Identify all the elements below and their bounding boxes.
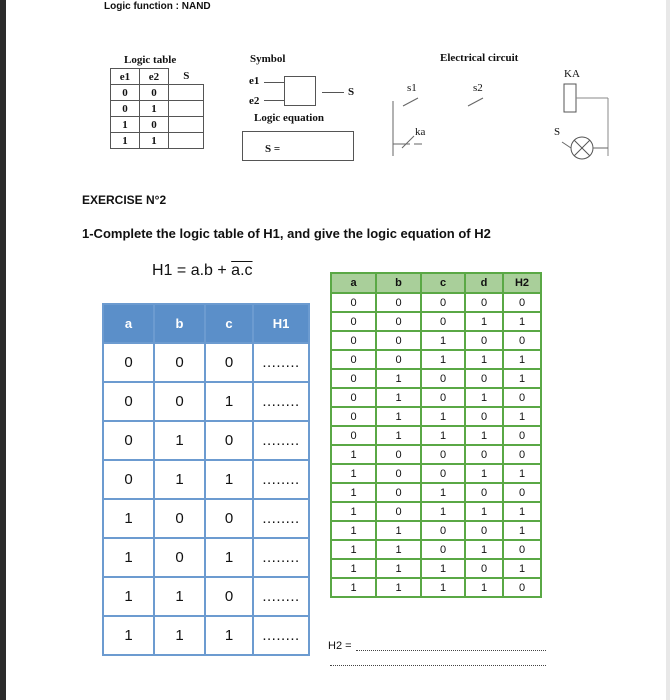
h1-table-header: a: [103, 304, 154, 343]
h2-table-cell: 0: [465, 407, 503, 426]
h2-table-cell: 1: [421, 483, 465, 502]
h2-table-row: [331, 540, 541, 559]
switch-s2-icon: [468, 98, 483, 106]
switch-s2-label: s2: [473, 82, 483, 94]
h1-table-cell: 1: [205, 616, 253, 655]
h2-table-cell: 1: [465, 578, 503, 597]
symbol-title: Symbol: [250, 53, 286, 65]
logic-table-cell: 1: [111, 133, 140, 149]
h1-answer-blank[interactable]: ........: [253, 616, 309, 655]
h1-table-cell: 0: [205, 343, 253, 382]
logic-table-header: e1: [111, 69, 140, 85]
h2-table-cell: 1: [421, 426, 465, 445]
h2-table-row: [331, 350, 541, 369]
h2-table-cell: 1: [376, 521, 421, 540]
h2-table-cell: 0: [331, 426, 376, 445]
h1-table-cell: 0: [205, 421, 253, 460]
h2-table-cell: 0: [331, 388, 376, 407]
h2-equation-label: H2 =: [328, 640, 352, 652]
h1-table-header: c: [205, 304, 253, 343]
h2-table-cell: 1: [465, 350, 503, 369]
h1-table-cell: 1: [205, 382, 253, 421]
h1-table-cell: 1: [154, 577, 205, 616]
h2-table-cell: 0: [331, 293, 376, 312]
h1-table-row: [103, 343, 309, 382]
logic-table-cell: 0: [140, 85, 169, 101]
symbol-input1-wire: [264, 82, 284, 83]
h2-table-header: H2: [503, 273, 541, 293]
h2-table-cell: 0: [421, 521, 465, 540]
relay-contact-label: ka: [415, 126, 426, 138]
h2-table-cell: 0: [465, 331, 503, 350]
h2-table-cell: 1: [503, 369, 541, 388]
logic-table-answer-cell[interactable]: [169, 85, 204, 101]
symbol-input2-wire: [264, 100, 284, 101]
h2-table-cell: 1: [376, 559, 421, 578]
h1-answer-blank[interactable]: ........: [253, 499, 309, 538]
h2-table-cell: 1: [376, 388, 421, 407]
h2-table-row: [331, 388, 541, 407]
h1-answer-blank[interactable]: ........: [253, 460, 309, 499]
h1-equation-complemented-term: a.c: [231, 262, 253, 279]
h2-table-cell: 0: [503, 578, 541, 597]
symbol-output-wire: [322, 92, 344, 93]
logic-equation-title: Logic equation: [254, 112, 324, 124]
logic-table-cell: 0: [111, 85, 140, 101]
h1-table-cell: 1: [205, 460, 253, 499]
h1-table-cell: 1: [103, 577, 154, 616]
h2-table-cell: 0: [376, 293, 421, 312]
h2-table-row: [331, 369, 541, 388]
h2-table-cell: 0: [465, 369, 503, 388]
h2-table-cell: 0: [376, 350, 421, 369]
h2-table-row: [331, 426, 541, 445]
h2-table-cell: 0: [376, 445, 421, 464]
h1-table-cell: 0: [103, 343, 154, 382]
h2-table-cell: 1: [465, 426, 503, 445]
h2-table-row: [331, 445, 541, 464]
logic-table-row: [111, 85, 204, 101]
h2-table-cell: 0: [331, 350, 376, 369]
h2-table-cell: 1: [465, 540, 503, 559]
h1-table-cell: 0: [205, 577, 253, 616]
h2-table-cell: 0: [465, 293, 503, 312]
h1-table-cell: 0: [154, 382, 205, 421]
h1-answer-blank[interactable]: ........: [253, 577, 309, 616]
page-right-edge: [666, 0, 670, 700]
h1-table-row: [103, 421, 309, 460]
logic-table-row: [111, 117, 204, 133]
h2-equation-answer-line[interactable]: [356, 650, 546, 651]
logic-table-answer-cell[interactable]: [169, 101, 204, 117]
h2-table-cell: 0: [376, 464, 421, 483]
h2-table-cell: 0: [421, 312, 465, 331]
h1-table-row: [103, 577, 309, 616]
h2-table-cell: 1: [465, 388, 503, 407]
logic-table-cell: 0: [111, 101, 140, 117]
h2-table-cell: 1: [465, 502, 503, 521]
symbol-input-e1: e1: [249, 75, 260, 87]
h2-table-header: c: [421, 273, 465, 293]
h2-table-cell: 1: [331, 578, 376, 597]
h1-truth-table: [102, 303, 310, 656]
h2-table-row: [331, 293, 541, 312]
h1-table-cell: 0: [205, 499, 253, 538]
h2-table-cell: 0: [465, 521, 503, 540]
page-left-edge: [0, 0, 6, 700]
h2-table-header: d: [465, 273, 503, 293]
h1-table-cell: 0: [154, 343, 205, 382]
h2-table-cell: 1: [465, 464, 503, 483]
h2-table-cell: 1: [421, 502, 465, 521]
h2-table-row: [331, 464, 541, 483]
h2-table-cell: 0: [503, 540, 541, 559]
h1-table-row: [103, 382, 309, 421]
h2-table-cell: 1: [421, 559, 465, 578]
h2-table-cell: 1: [331, 445, 376, 464]
h2-table-cell: 0: [331, 312, 376, 331]
logic-table: [110, 68, 204, 149]
h2-table-cell: 1: [503, 559, 541, 578]
h2-table-cell: 0: [421, 445, 465, 464]
h2-table-cell: 1: [376, 540, 421, 559]
logic-table-cell: 0: [140, 117, 169, 133]
h1-table-cell: 1: [103, 538, 154, 577]
logic-table-header: S: [183, 70, 190, 83]
h2-table-row: [331, 521, 541, 540]
h2-table-header-row: [331, 273, 541, 293]
h2-table-cell: 0: [331, 331, 376, 350]
h2-table-cell: 0: [503, 483, 541, 502]
h1-table-row: [103, 499, 309, 538]
h2-table-cell: 1: [376, 578, 421, 597]
h1-table-cell: 1: [154, 421, 205, 460]
h2-table-cell: 0: [503, 331, 541, 350]
h2-table-cell: 0: [503, 426, 541, 445]
h2-table-cell: 0: [503, 445, 541, 464]
h1-table-cell: 0: [103, 421, 154, 460]
logic-table-header: e2: [140, 69, 169, 85]
logic-table-row: [111, 101, 204, 117]
lamp-label: S: [554, 126, 561, 138]
relay-coil-icon: [564, 84, 576, 112]
h2-table-cell: 0: [331, 407, 376, 426]
logic-table-row: [111, 133, 204, 149]
logic-table-header-row: [111, 69, 204, 85]
h2-table-row: [331, 578, 541, 597]
h2-table-cell: 0: [421, 464, 465, 483]
h1-equation-prefix: H1 = a.b +: [152, 262, 232, 279]
logic-table-answer-cell[interactable]: [169, 117, 204, 133]
h2-table-cell: 1: [421, 407, 465, 426]
h2-table-row: [331, 331, 541, 350]
h1-table-header: H1: [253, 304, 309, 343]
h1-table-cell: 0: [154, 538, 205, 577]
h2-table-row: [331, 407, 541, 426]
h2-table-cell: 0: [503, 388, 541, 407]
h2-table-cell: 1: [503, 502, 541, 521]
h2-equation-answer-line-2[interactable]: [330, 665, 546, 666]
h1-answer-blank[interactable]: ........: [253, 538, 309, 577]
symbol-output-s: S: [348, 86, 355, 98]
h1-table-cell: 1: [103, 499, 154, 538]
h2-table-cell: 1: [331, 540, 376, 559]
h1-table-header-row: [103, 304, 309, 343]
h1-table-cell: 0: [154, 499, 205, 538]
h2-table-cell: 1: [376, 426, 421, 445]
h1-table-cell: 1: [154, 460, 205, 499]
switch-s1-label: s1: [407, 82, 417, 94]
h2-table-cell: 0: [331, 369, 376, 388]
h2-table-cell: 0: [376, 312, 421, 331]
h2-table-header: a: [331, 273, 376, 293]
h2-table-cell: 1: [503, 521, 541, 540]
electrical-circuit-title: Electrical circuit: [440, 52, 519, 64]
h1-table-cell: 0: [103, 382, 154, 421]
logic-table-answer-cell[interactable]: [169, 133, 204, 149]
h1-table-header: b: [154, 304, 205, 343]
h2-table-cell: 1: [465, 312, 503, 331]
h2-table-row: [331, 502, 541, 521]
h2-table-cell: 0: [376, 502, 421, 521]
h2-table-cell: 1: [376, 407, 421, 426]
h2-table-cell: 0: [465, 483, 503, 502]
symbol-gate-box: [284, 76, 316, 106]
h2-truth-table: [330, 272, 542, 598]
h2-table-header: b: [376, 273, 421, 293]
h2-table-cell: 0: [421, 388, 465, 407]
logic-table-cell: 1: [140, 133, 169, 149]
h2-table-cell: 0: [421, 540, 465, 559]
h2-table-cell: 1: [421, 331, 465, 350]
h1-answer-blank[interactable]: ........: [253, 382, 309, 421]
h1-table-cell: 1: [205, 538, 253, 577]
h2-table-cell: 1: [331, 521, 376, 540]
h2-table-cell: 0: [465, 445, 503, 464]
h2-table-cell: 1: [421, 350, 465, 369]
h1-table-row: [103, 460, 309, 499]
logic-equation-text: S =: [265, 143, 281, 155]
h2-table-row: [331, 483, 541, 502]
symbol-input-e2: e2: [249, 95, 260, 107]
h2-table-cell: 1: [421, 578, 465, 597]
page-header: Logic function : NAND: [104, 1, 211, 12]
exercise-title: EXERCISE N°2: [82, 193, 167, 207]
ka-contact-icon: [402, 136, 414, 148]
electrical-circuit-diagram: [388, 76, 618, 166]
h2-table-cell: 1: [503, 407, 541, 426]
relay-coil-label: KA: [564, 68, 580, 80]
h1-table-row: [103, 538, 309, 577]
h1-table-row: [103, 616, 309, 655]
h2-table-cell: 1: [503, 464, 541, 483]
h2-table-cell: 1: [376, 369, 421, 388]
h2-table-cell: 0: [376, 483, 421, 502]
h1-table-cell: 1: [154, 616, 205, 655]
circuit-wire: [562, 142, 571, 148]
h1-answer-blank[interactable]: ........: [253, 421, 309, 460]
h2-table-cell: 0: [421, 293, 465, 312]
h2-table-cell: 0: [503, 293, 541, 312]
h2-table-cell: 1: [331, 502, 376, 521]
h2-table-row: [331, 312, 541, 331]
logic-table-cell: 1: [140, 101, 169, 117]
logic-equation-box[interactable]: [242, 131, 354, 161]
logic-table-title: Logic table: [124, 54, 177, 66]
exercise-question: 1-Complete the logic table of H1, and give the logic equation of H2: [82, 226, 491, 241]
logic-table-cell: 1: [111, 117, 140, 133]
h2-table-cell: 1: [331, 464, 376, 483]
h1-answer-blank[interactable]: ........: [253, 343, 309, 382]
h2-table-cell: 0: [376, 331, 421, 350]
h1-table-cell: 1: [103, 616, 154, 655]
h1-table-cell: 0: [103, 460, 154, 499]
h2-table-cell: 1: [331, 559, 376, 578]
h2-table-cell: 0: [421, 369, 465, 388]
h2-table-cell: 1: [503, 350, 541, 369]
h2-table-cell: 1: [331, 483, 376, 502]
h2-table-cell: 0: [465, 559, 503, 578]
h2-table-row: [331, 559, 541, 578]
switch-s1-icon: [403, 98, 418, 106]
h1-equation: [152, 262, 253, 280]
h2-table-cell: 1: [503, 312, 541, 331]
